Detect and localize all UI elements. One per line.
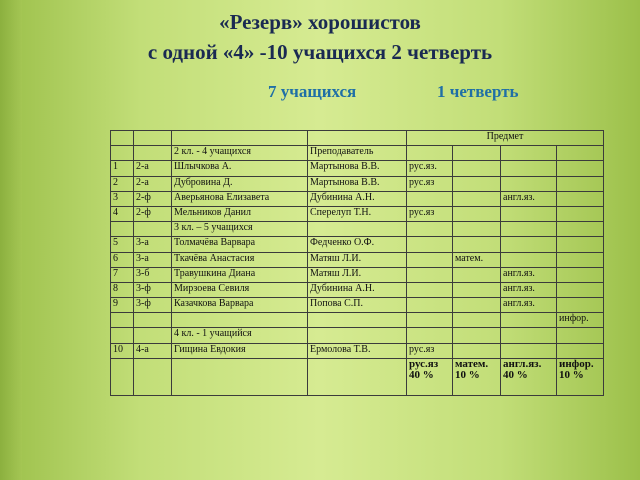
group-label: 4 кл. - 1 учащийся bbox=[172, 328, 308, 343]
summary-label: инфор. bbox=[559, 357, 594, 370]
row-student: Мельников Данил bbox=[172, 206, 308, 221]
row-teacher: Сперелуп Т.Н. bbox=[308, 206, 407, 221]
table-row bbox=[111, 146, 604, 161]
row-number: 7 bbox=[111, 267, 134, 282]
row-subject: рус.яз. bbox=[407, 161, 453, 176]
reserve-table bbox=[110, 130, 604, 396]
row-class: 3-а bbox=[134, 252, 172, 267]
subtitle-quarter: 1 четверть bbox=[437, 82, 519, 101]
row-teacher: Мартынова В.В. bbox=[308, 176, 407, 191]
summary-percent: 10 % bbox=[455, 368, 480, 381]
summary-cell bbox=[453, 358, 501, 395]
row-subject: рус.яз bbox=[407, 343, 453, 358]
table-row bbox=[111, 191, 604, 206]
table-row bbox=[111, 343, 604, 358]
table-row bbox=[111, 313, 604, 328]
table-row bbox=[111, 328, 604, 343]
summary-label: матем. bbox=[455, 357, 489, 370]
row-teacher: Мартынова В.В. bbox=[308, 161, 407, 176]
row-teacher: Ермолова Т.В. bbox=[308, 343, 407, 358]
row-number: 5 bbox=[111, 237, 134, 252]
table-row bbox=[111, 206, 604, 221]
row-number: 3 bbox=[111, 191, 134, 206]
row-subject: англ.яз. bbox=[501, 267, 557, 282]
summary-percent: 40 % bbox=[503, 368, 528, 381]
row-number: 9 bbox=[111, 298, 134, 313]
row-class: 4-а bbox=[134, 343, 172, 358]
row-teacher: Федченко О.Ф. bbox=[308, 237, 407, 252]
row-number: 1 bbox=[111, 161, 134, 176]
row-class: 3-а bbox=[134, 237, 172, 252]
summary-percent: 40 % bbox=[409, 368, 434, 381]
row-subject: матем. bbox=[453, 252, 501, 267]
row-class: 3-ф bbox=[134, 282, 172, 297]
table-header-row bbox=[111, 131, 604, 146]
row-student: Казачкова Варвара bbox=[172, 298, 308, 313]
summary-percent: 10 % bbox=[559, 368, 584, 381]
table-row bbox=[111, 252, 604, 267]
table-row bbox=[111, 237, 604, 252]
table-row bbox=[111, 176, 604, 191]
row-number: 6 bbox=[111, 252, 134, 267]
row-student: Аверьянова Елизавета bbox=[172, 191, 308, 206]
row-teacher: Дубинина А.Н. bbox=[308, 282, 407, 297]
row-number: 8 bbox=[111, 282, 134, 297]
row-class: 2-а bbox=[134, 161, 172, 176]
summary-label: англ.яз. bbox=[503, 357, 542, 370]
row-student: Дубровина Д. bbox=[172, 176, 308, 191]
table-row bbox=[111, 161, 604, 176]
row-number: 10 bbox=[111, 343, 134, 358]
row-teacher: Матяш Л.И. bbox=[308, 267, 407, 282]
row-class: 3-б bbox=[134, 267, 172, 282]
row-subject: англ.яз. bbox=[501, 282, 557, 297]
summary-cell bbox=[501, 358, 557, 395]
row-student: Толмачёва Варвара bbox=[172, 237, 308, 252]
row-teacher: Дубинина А.Н. bbox=[308, 191, 407, 206]
table-row bbox=[111, 282, 604, 297]
row-teacher: Матяш Л.И. bbox=[308, 252, 407, 267]
row-student: Ткачёва Анастасия bbox=[172, 252, 308, 267]
row-class: 2-ф bbox=[134, 191, 172, 206]
summary-cell bbox=[407, 358, 453, 395]
title-line-2: с одной «4» -10 учащихся 2 четверть bbox=[147, 40, 493, 64]
row-number: 2 bbox=[111, 176, 134, 191]
row-teacher: Попова С.П. bbox=[308, 298, 407, 313]
table-row bbox=[111, 267, 604, 282]
row-class: 3-ф bbox=[134, 298, 172, 313]
summary-row bbox=[111, 358, 604, 395]
row-subject: англ.яз. bbox=[501, 298, 557, 313]
row-class: 2-а bbox=[134, 176, 172, 191]
header-subject: Предмет bbox=[407, 131, 604, 146]
header-teacher: Преподаватель bbox=[308, 146, 407, 161]
slide-left-edge bbox=[0, 0, 22, 480]
group-label: 3 кл. – 5 учащихся bbox=[172, 222, 308, 237]
summary-cell bbox=[557, 358, 604, 395]
summary-label: рус.яз bbox=[409, 357, 439, 370]
row-subject: рус.яз bbox=[407, 176, 453, 191]
row-number: 4 bbox=[111, 206, 134, 221]
title-line-1: «Резерв» хорошистов bbox=[219, 10, 421, 34]
row-student: Травушкина Диана bbox=[172, 267, 308, 282]
row-student: Мирзоева Севиля bbox=[172, 282, 308, 297]
row-student: Гищина Евдокия bbox=[172, 343, 308, 358]
row-class: 2-ф bbox=[134, 206, 172, 221]
row-subject: инфор. bbox=[557, 313, 604, 328]
row-student: Шлычкова А. bbox=[172, 161, 308, 176]
row-subject: англ.яз. bbox=[501, 191, 557, 206]
group-label: 2 кл. - 4 учащихся bbox=[172, 146, 308, 161]
subtitle-students: 7 учащихся bbox=[268, 82, 357, 101]
table-row bbox=[111, 222, 604, 237]
table-row bbox=[111, 298, 604, 313]
row-subject: рус.яз bbox=[407, 206, 453, 221]
